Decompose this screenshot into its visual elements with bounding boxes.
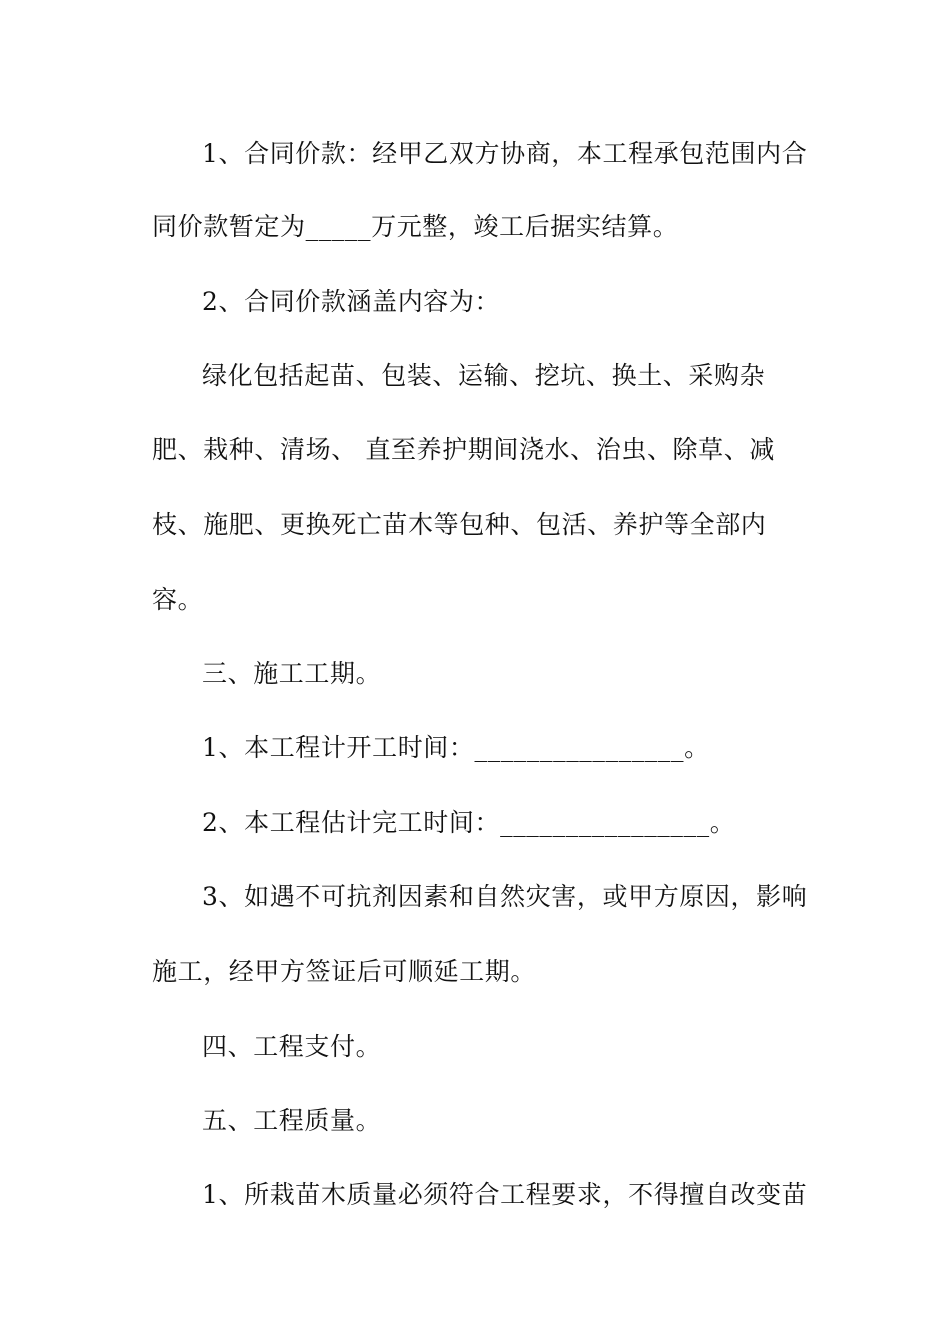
- paragraph-force-majeure-line-1: 3、如遇不可抗剂因素和自然灾害，或甲方原因，影响: [202, 882, 808, 911]
- paragraph-completion-date: 2、本工程估计完工时间：________________。: [202, 808, 736, 837]
- paragraph-start-date: 1、本工程计开工时间：________________。: [202, 733, 710, 762]
- section-heading-quality: 五、工程质量。: [202, 1106, 382, 1135]
- paragraph-force-majeure-line-2: 施工，经甲方签证后可顺延工期。: [152, 957, 537, 986]
- paragraph-price-scope-heading: 2、合同价款涵盖内容为：: [202, 287, 501, 316]
- section-heading-payment: 四、工程支付。: [202, 1032, 382, 1061]
- paragraph-greening-line-4: 容。: [152, 585, 204, 614]
- paragraph-contract-price-line-1: 1、合同价款：经甲乙双方协商，本工程承包范围内合: [202, 139, 808, 168]
- paragraph-contract-price-line-2: 同价款暂定为_____万元整，竣工后据实结算。: [152, 212, 679, 241]
- paragraph-seedling-quality: 1、所栽苗木质量必须符合工程要求，不得擅自改变苗: [202, 1180, 808, 1209]
- section-heading-construction-period: 三、施工工期。: [202, 659, 382, 688]
- paragraph-greening-line-3: 枝、施肥、更换死亡苗木等包种、包活、养护等全部内: [152, 510, 767, 539]
- paragraph-greening-line-2: 肥、栽种、清场、 直至养护期间浇水、治虫、除草、减: [152, 435, 775, 464]
- paragraph-greening-line-1: 绿化包括起苗、包装、运输、挖坑、换土、采购杂: [202, 361, 766, 390]
